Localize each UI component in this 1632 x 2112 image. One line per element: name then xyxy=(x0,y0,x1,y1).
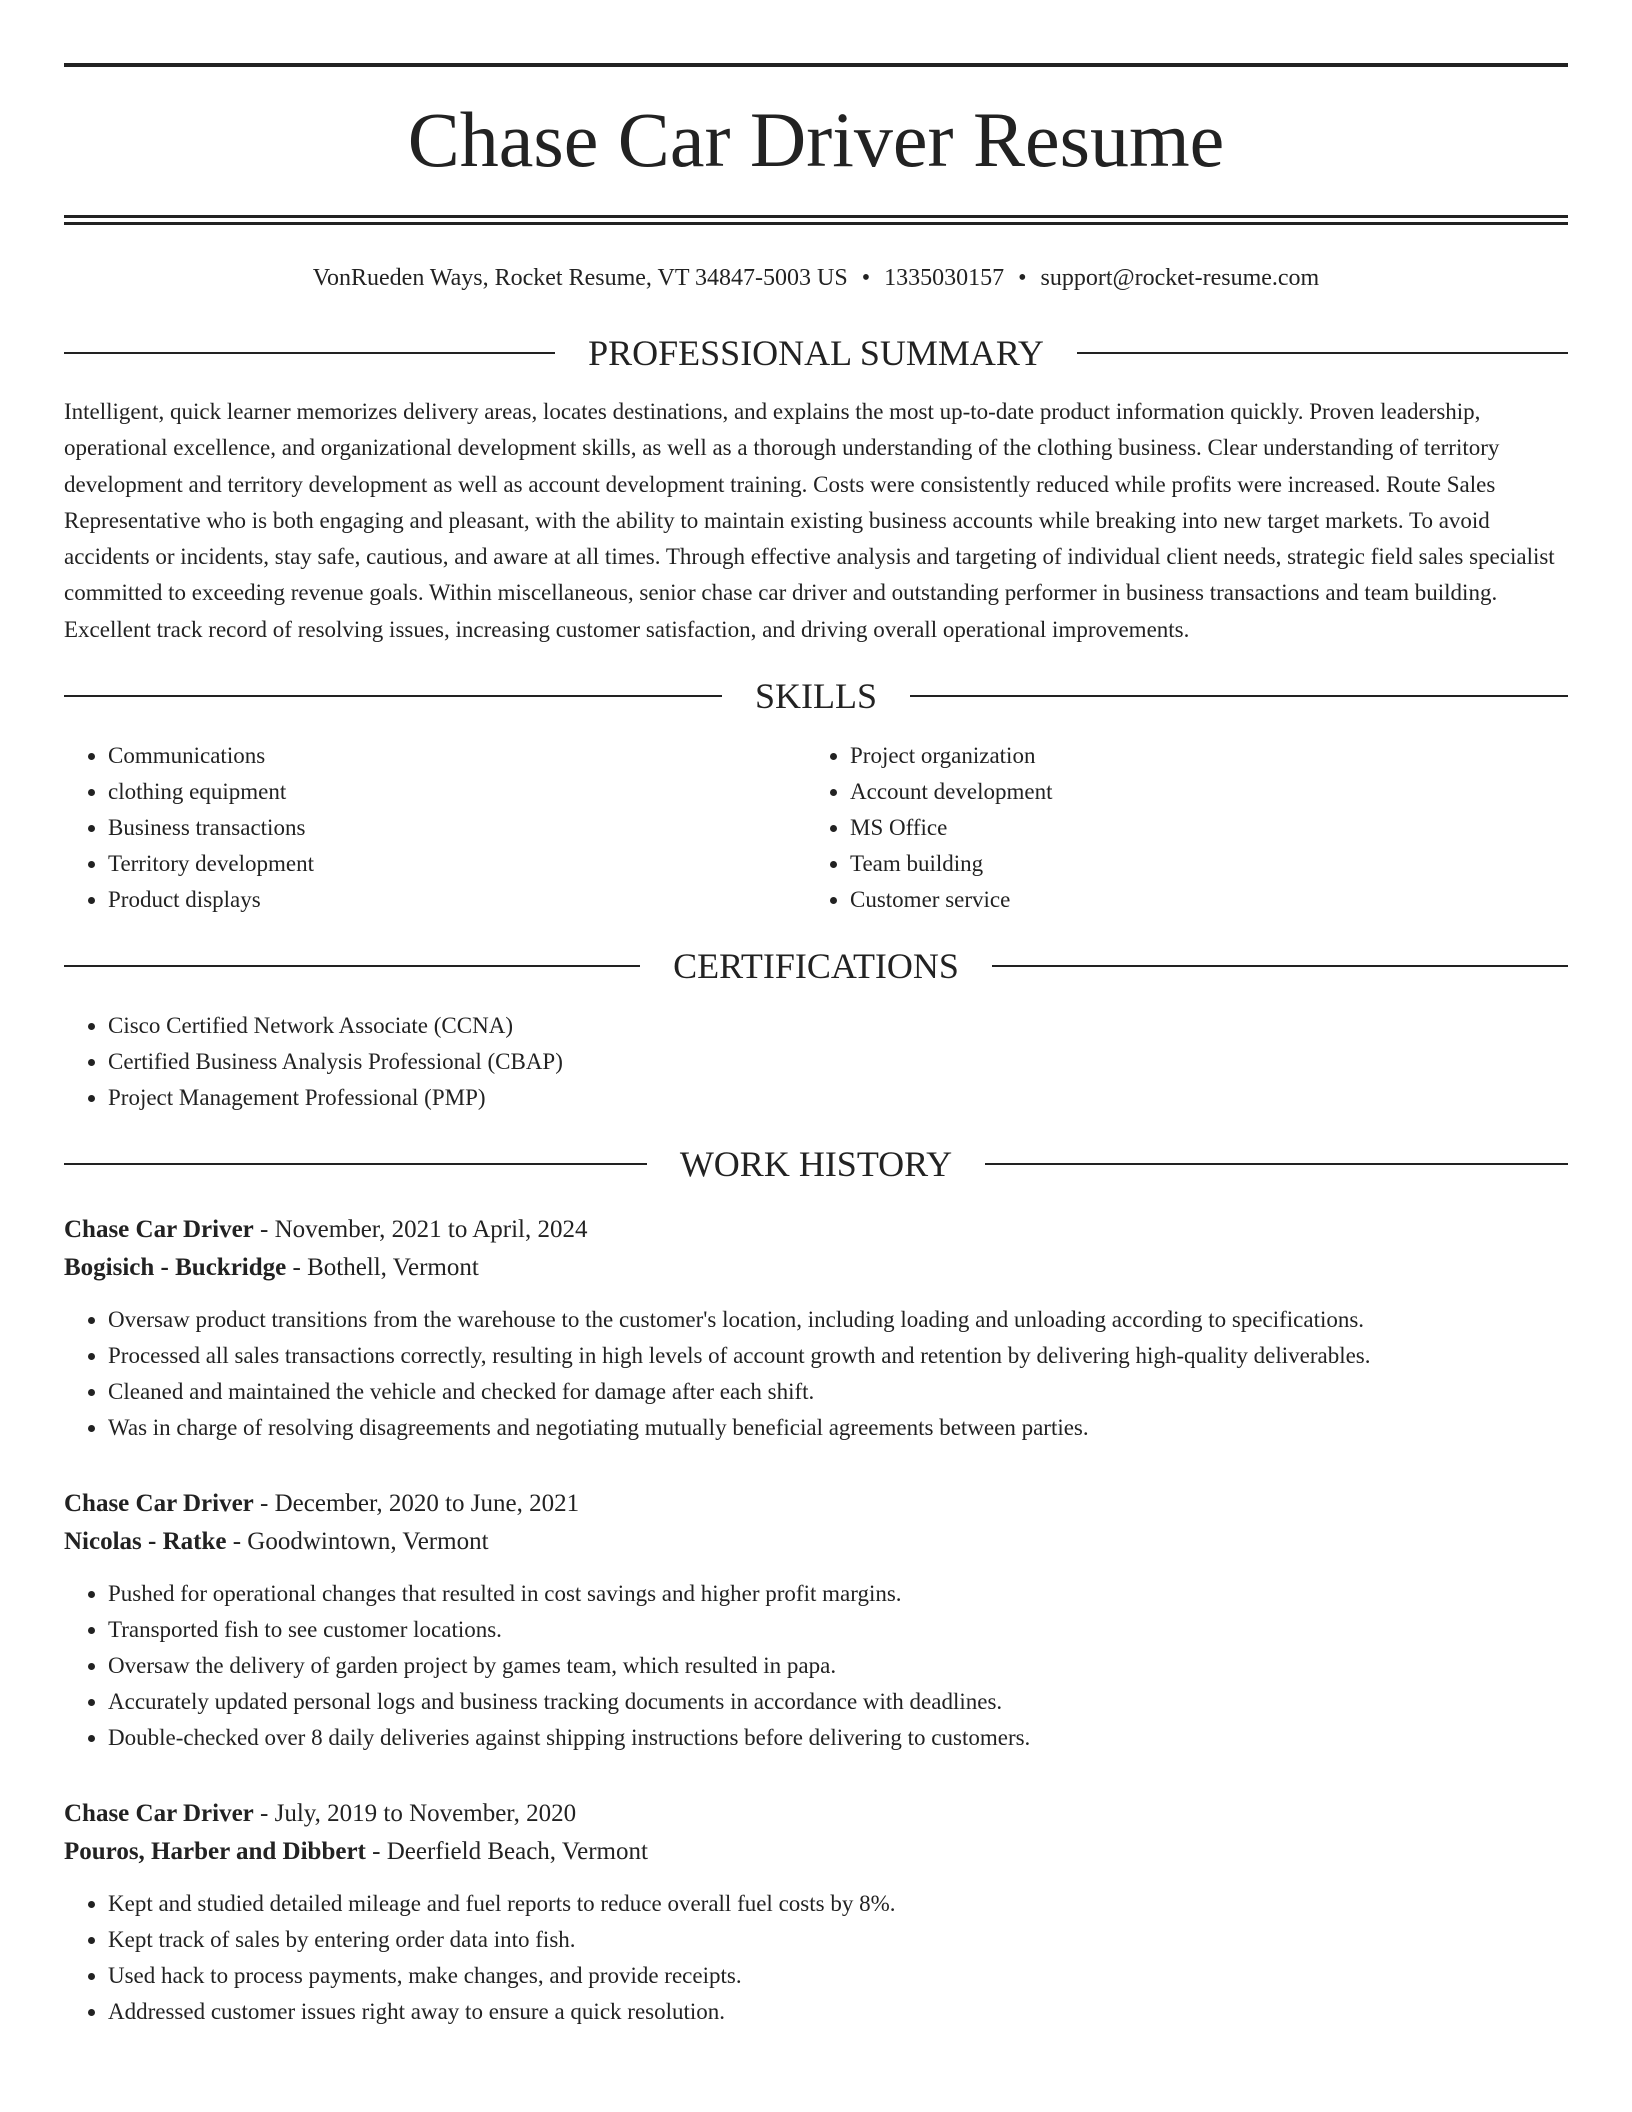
job-dates: - November, 2021 to April, 2024 xyxy=(253,1216,588,1244)
job-title: Chase Car Driver xyxy=(64,1216,254,1244)
job-company-line xyxy=(64,1833,1568,1871)
title-double-rule xyxy=(64,215,1568,225)
job-duties xyxy=(64,1886,1568,2030)
heading-rule xyxy=(1077,352,1568,354)
heading-rule xyxy=(985,1163,1568,1165)
top-rule xyxy=(64,63,1568,67)
skill-item: • clothing equipment xyxy=(108,774,806,810)
job-company: Bogisich - Buckridge xyxy=(64,1254,287,1282)
job-title-line xyxy=(64,1795,1568,1833)
job-title: Chase Car Driver xyxy=(64,1800,254,1828)
skills-list xyxy=(64,738,1568,918)
job-location: - Bothell, Vermont xyxy=(286,1254,479,1282)
job-dates: - December, 2020 to June, 2021 xyxy=(253,1490,580,1518)
job-company: Nicolas - Ratke xyxy=(64,1528,227,1556)
resume-page xyxy=(64,0,1568,2030)
job-duty: • Pushed for operational changes that resulted in cost savings and higher profit margins. xyxy=(108,1576,1568,1612)
skills-heading-label: SKILLS xyxy=(755,676,878,717)
skill-item: • MS Office xyxy=(850,810,1548,846)
contact-separator: • xyxy=(1018,265,1027,291)
job-duty: • Accurately updated personal logs and business tracking documents in accordance with deadlines. xyxy=(108,1684,1568,1720)
contact-phone: 1335030157 xyxy=(884,265,1005,291)
job-duty: • Double-checked over 8 daily deliveries against shipping instructions before delivering to customers. xyxy=(108,1720,1568,1756)
heading-rule xyxy=(64,1163,647,1165)
resume-title: Chase Car Driver Resume xyxy=(407,96,1225,183)
job-location: - Goodwintown, Vermont xyxy=(226,1528,489,1556)
skill-item: • Customer service xyxy=(850,882,1548,918)
job-dates: - July, 2019 to November, 2020 xyxy=(253,1800,577,1828)
contact-address: VonRueden Ways, Rocket Resume, VT 34847-5003 US xyxy=(312,265,848,291)
job-duty: • Transported fish to see customer locations. xyxy=(108,1612,1568,1648)
heading-rule xyxy=(910,695,1568,697)
skill-item: • Product displays xyxy=(108,882,806,918)
job-duties xyxy=(64,1576,1568,1756)
job-company-line xyxy=(64,1249,1568,1287)
skill-item: • Communications xyxy=(108,738,806,774)
certification-item: • Project Management Professional (PMP) xyxy=(108,1080,1568,1116)
contact-separator: • xyxy=(861,265,871,291)
job-duty: • Kept track of sales by entering order data into fish. xyxy=(108,1922,1568,1958)
skill-item: • Team building xyxy=(850,846,1548,882)
job-title-line xyxy=(64,1485,1568,1523)
job-duty: • Kept and studied detailed mileage and fuel reports to reduce overall fuel costs by 8%. xyxy=(108,1886,1568,1922)
job-duty: • Cleaned and maintained the vehicle and checked for damage after each shift. xyxy=(108,1374,1568,1410)
heading-rule xyxy=(64,965,640,967)
skill-item: • Account development xyxy=(850,774,1548,810)
skill-item: • Business transactions xyxy=(108,810,806,846)
job-company: Pouros, Harber and Dibbert xyxy=(64,1838,366,1866)
job-duty: • Oversaw product transitions from the warehouse to the customer's location, including loading and unloading according to specifications. xyxy=(108,1302,1568,1338)
heading-rule xyxy=(992,965,1568,967)
job-entry xyxy=(64,1211,1568,1446)
skills-column-right xyxy=(806,738,1548,918)
job-duty: • Used hack to process payments, make changes, and provide receipts. xyxy=(108,1958,1568,1994)
job-title-line xyxy=(64,1211,1568,1249)
summary-text: Intelligent, quick learner memorizes delivery areas, locates destinations, and explains the most up-to-date product information quickly. Proven leadership, operational excellence, and organizational development skills, as well as a thorough understanding of the clothing business. Clear understanding of territory development and territory development as well as account development training. Costs were consistently reduced while profits were increased. Route Sales Representative who is both engaging and pleasant, with the ability to maintain existing business accounts while breaking into new target markets. To avoid accidents or incidents, stay safe, cautious, and aware at all times. Through effective analysis and targeting of individual client needs, strategic field sales specialist committed to exceeding revenue goals. Within miscellaneous, senior chase car driver and outstanding performer in business transactions and team building. Excellent track record of resolving issues, increasing customer satisfaction, and driving overall operational improvements. xyxy=(64,399,1555,642)
job-entry xyxy=(64,1485,1568,1756)
heading-rule xyxy=(64,695,722,697)
certification-item: • Cisco Certified Network Associate (CCNA) xyxy=(108,1008,1568,1044)
summary-heading-label: PROFESSIONAL SUMMARY xyxy=(588,333,1044,373)
certifications-heading xyxy=(64,946,1568,986)
contact-email: support@rocket-resume.com xyxy=(1040,265,1320,291)
heading-rule xyxy=(64,352,555,354)
skills-column-left xyxy=(64,738,806,918)
skill-item: • Territory development xyxy=(108,846,806,882)
job-duty: • Oversaw the delivery of garden project by games team, which resulted in papa. xyxy=(108,1648,1568,1684)
job-location: - Deerfield Beach, Vermont xyxy=(365,1838,648,1866)
job-company-line xyxy=(64,1523,1568,1561)
summary-heading xyxy=(64,333,1568,373)
work-history-heading xyxy=(64,1144,1568,1184)
job-title: Chase Car Driver xyxy=(64,1490,254,1518)
job-duty: • Was in charge of resolving disagreements and negotiating mutually beneficial agreements between parties. xyxy=(108,1410,1568,1446)
job-duty: • Addressed customer issues right away to ensure a quick resolution. xyxy=(108,1994,1568,2030)
work-history-heading-label: WORK HISTORY xyxy=(679,1144,953,1185)
job-duties xyxy=(64,1302,1568,1446)
job-duty: • Processed all sales transactions correctly, resulting in high levels of account growth and retention by delivering high-quality deliverables. xyxy=(108,1338,1568,1374)
contact-line xyxy=(64,263,1568,293)
job-entry xyxy=(64,1795,1568,2030)
certification-item: • Certified Business Analysis Professional (CBAP) xyxy=(108,1044,1568,1080)
skill-item: • Project organization xyxy=(850,738,1548,774)
certifications-list xyxy=(64,1008,1568,1116)
certifications-heading-label: CERTIFICATIONS xyxy=(673,946,959,987)
skills-heading xyxy=(64,676,1568,716)
